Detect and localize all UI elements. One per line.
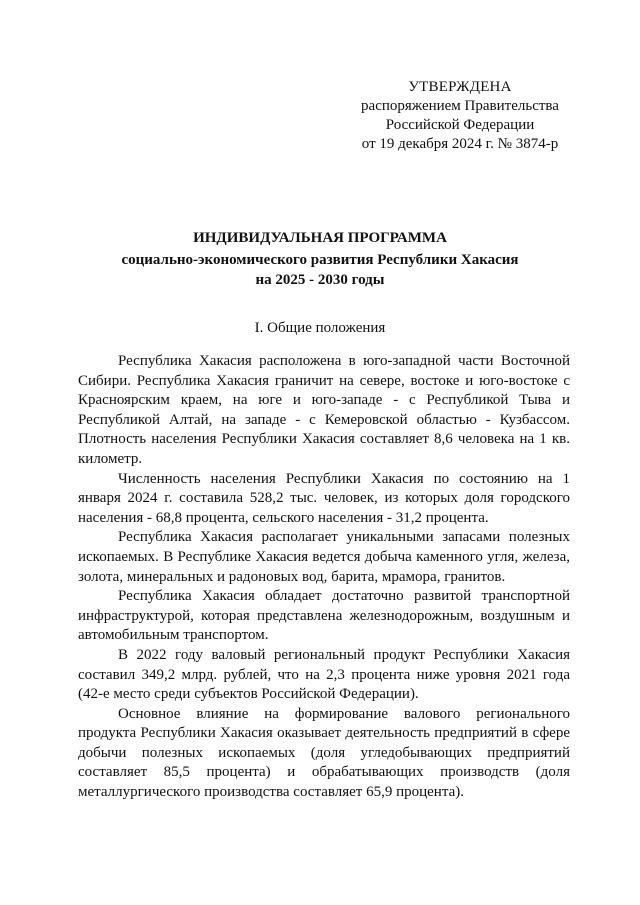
body-paragraph: Основное влияние на формирование валового регионального продукта Республики Хакасия оказывает деятельность предприятий в сфере добычи полезных ископаемых (доля угледобывающих предприятий составляет 85,5 процента) и обрабатывающих производств (доля металлургического производства составляет 65,9 процента).: [78, 705, 570, 801]
section-heading: I. Общие положения: [254, 320, 386, 336]
approval-stamp-title: УТВЕРЖДЕНА: [408, 79, 512, 95]
body-paragraph: Республика Хакасия обладает достаточно развитой транспортной инфраструктурой, которая представлена железнодорожным, воздушным и автомобильным транспортом.: [78, 588, 570, 644]
approval-date-line: от 19 декабря 2024 г. № 3874-р: [361, 136, 559, 152]
approval-authority-line: распоряжением Правительства: [361, 98, 559, 114]
body-paragraph: Численность населения Республики Хакасия по состоянию на 1 января 2024 г. составила 528,2 тыс. человек, из которых доля городского населения - 68,8 процента, сельского населения - 31,2 процента.: [78, 470, 570, 526]
approval-block: [340, 78, 580, 154]
body-paragraph: В 2022 году валовый региональный продукт Республики Хакасия составил 349,2 млрд. рублей, что на 2,3 процента ниже уровня 2021 года (42-е место среди субъектов Российской Федерации).: [78, 646, 570, 703]
body-paragraph: Республика Хакасия располагает уникальными запасами полезных ископаемых. В Республике Хакасия ведется добыча каменного угля, железа, золота, минеральных и радоновых вод, барита, мрамора, гранитов.: [78, 529, 570, 585]
body-paragraph: Республика Хакасия расположена в юго-западной части Восточной Сибири. Республика Хакасия граничит на севере, востоке и юго-востоке с Красноярским краем, на юге и юго-западе - с Республикой Тыва и Республикой Алтай, на западе - с Кемеровской областью - Кузбассом. Плотность населения Республики Хакасия составляет 8,6 человека на 1 кв. километр.: [78, 353, 570, 467]
document-period: на 2025 - 2030 годы: [255, 272, 385, 288]
approval-authority-line: Российской Федерации: [385, 117, 535, 133]
document-subtitle: социально-экономического развития Республики Хакасия: [121, 252, 519, 268]
document-body: [78, 352, 570, 803]
document-title: ИНДИВИДУАЛЬНАЯ ПРОГРАММА: [193, 230, 447, 246]
